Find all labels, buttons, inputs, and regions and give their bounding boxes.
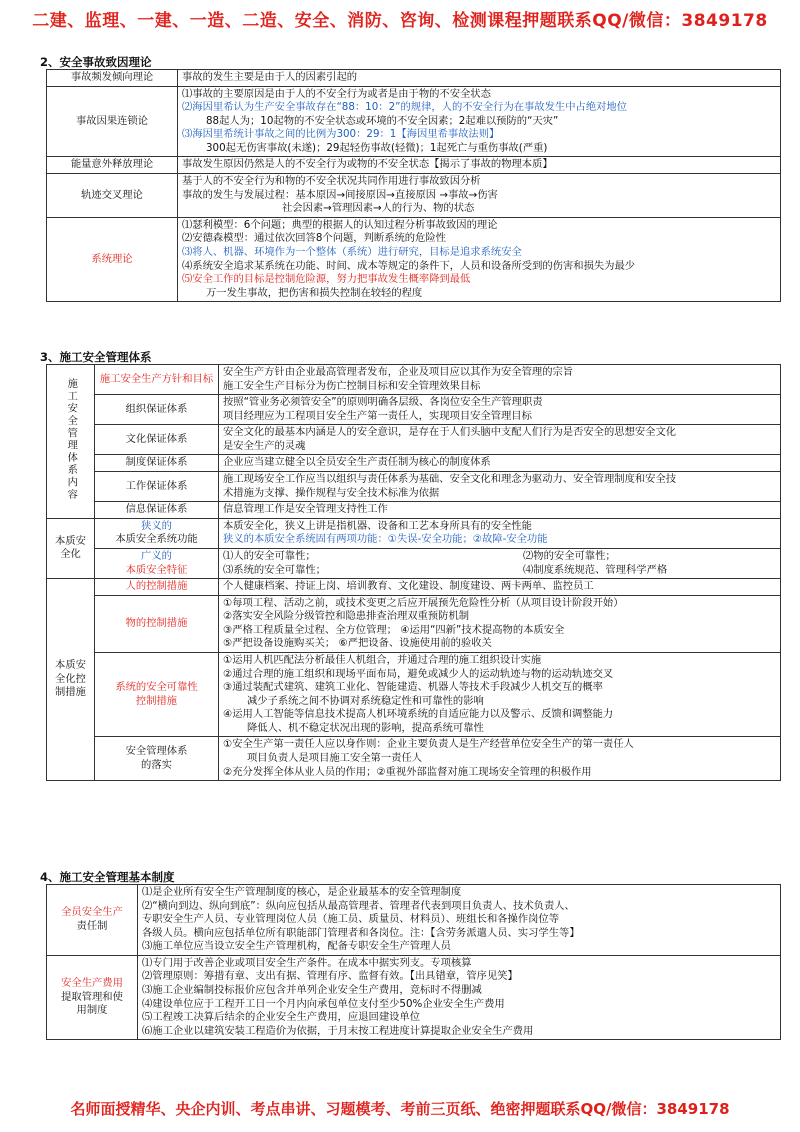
line: ⑶海因里希统计事故之间的比例为300：29：1【海因里希事故法则】 (182, 128, 500, 141)
line: 社会因素→管理因素→人的行为、物的状态 (282, 202, 475, 215)
table-row (47, 472, 781, 502)
row-label: 控制措施 (135, 694, 178, 707)
row-label: 施工安全生产方针和目标 (95, 365, 219, 395)
line: ⑤严把设备设施购买关； ⑥严把设备、设施使用前的验收关 (223, 637, 492, 650)
cell: ⑶系统的安全可靠性； (223, 563, 326, 576)
row-label: 本质安全系统功能 (115, 533, 198, 546)
row-label: 安全管理体系 (125, 745, 188, 758)
table-row (47, 174, 781, 218)
row-label: 狭义的 (141, 519, 172, 532)
table-row (47, 395, 781, 425)
table-row (47, 157, 781, 174)
row-label: 信息保证体系 (95, 502, 219, 519)
line: 狭义的本质安全系统固有两项功能：①失误-安全功能；②故障-安全功能 (223, 533, 548, 546)
line: 按照“管业务必须管安全”的原则明确各层级、各岗位安全生产管理职责 (223, 396, 543, 409)
line: 减少子系统之间不协调对系统稳定性和可靠性的影响 (247, 694, 484, 707)
row-label: 本质安全特征 (125, 563, 188, 576)
row-label: 用制度 (76, 1004, 108, 1017)
line: 各级人员。横向应包括单位所有职能部门管理者和各岗位。注：【含劳务派遣人员、实习学生等】 (142, 926, 580, 939)
line: 88起人为；10起物的不安全状态或环境的不安全因素；2起难以预防的“天灾” (206, 114, 559, 127)
line: ⑴专门用于改善企业或项目安全生产条件。在成本中据实列支。专项核算 (142, 956, 472, 969)
row-label: 事故频发倾向理论 (47, 70, 178, 87)
line: 施工安全生产目标分为伤亡控制目标和安全管理效果目标 (223, 379, 481, 392)
row-label: 责任制 (76, 919, 108, 932)
row-label: 提取管理和使 (61, 990, 123, 1003)
row-label: 组织保证体系 (95, 395, 219, 425)
row-label: 文化保证体系 (95, 425, 219, 455)
line: ⑴瑟利模型：6个问题；典型的根据人的认知过程分析事故致因的理论 (182, 218, 498, 231)
table-row (47, 455, 781, 472)
line: 安全文化的最基本内涵是人的安全意识，是存在于人们头脑中支配人们行为是否安全的思想安全文化 (223, 426, 677, 439)
line: 项目负责人是项目施工安全第一责任人 (247, 752, 423, 765)
section-2-title: 2、安全事故致因理论 (40, 55, 152, 69)
line: 本质安全化，狭义上讲是指机器、设备和工艺本身所具有的安全性能 (223, 519, 532, 532)
line: ⑴是企业所有安全生产管理制度的核心，是企业最基本的安全管理制度 (142, 886, 462, 898)
row-text: 信息管理工作是安全管理支持性工作 (219, 502, 781, 519)
row-text: 事故的发生主要是由于人的因素引起的 (178, 70, 781, 87)
row-label: 物的控制措施 (95, 595, 219, 652)
line: ①安全生产第一责任人应以身作则：企业主要负责人是生产经营单位安全生产的第一责任人 (223, 738, 634, 751)
line: ⑶施工单位应当设立安全生产管理机构，配备专职安全生产管理人员 (142, 940, 451, 953)
table-row (47, 365, 781, 395)
line: ①每项工程、活动之前，或技术变更之后应开展预先危险性分析（从项目设计阶段开始） (223, 596, 624, 609)
line: ⑸安全工作的目标是控制危险源，努力把事故发生概率降到最低 (182, 273, 471, 286)
row-label: 的落实 (141, 758, 172, 771)
group-label: 本质安全化控制措施 (47, 579, 95, 781)
line: 降低人、机不稳定状况出现的影响，提高系统可靠性 (247, 721, 484, 734)
row-label: 能量意外释放理论 (47, 157, 178, 174)
line: ⑶将人、机器、环境作为一个整体（系统）进行研究，目标是追求系统安全 (182, 245, 522, 258)
section-4-title: 4、施工安全管理基本制度 (40, 870, 175, 884)
row-label: 系统理论 (47, 217, 178, 301)
line: 基于人的不安全行为和物的不安全状况共同作用进行事故致因分析 (182, 175, 481, 188)
line: ②落实安全风险分级管控和隐患排查治理双重预防机制 (223, 610, 470, 623)
line: ④运用人工智能等信息技术提高人机环境系统的自适应能力以及警示、反馈和调整能力 (223, 708, 614, 721)
table-row (47, 955, 781, 1039)
line: ⑷建设单位应于工程开工日一个月内向承包单位支付至少50%企业安全生产费用 (142, 997, 505, 1010)
table-row (47, 885, 781, 956)
table-row (47, 502, 781, 519)
line: 万一发生事故，把伤害和损失控制在较轻的程度 (206, 286, 423, 299)
line: ⑸工程竣工决算后结余的企业安全生产费用，应退回建设单位 (142, 1011, 421, 1024)
table-row (47, 595, 781, 652)
cell: ⑵物的安全可靠性； (523, 549, 616, 562)
line: 专职安全生产人员、专业管理岗位人员（施工员、质量员、材料员）、班组长和各操作岗位等 (142, 913, 560, 926)
line: 术措施为支撑、操作规程与安全技术标准为依据 (223, 486, 440, 499)
table-row (47, 425, 781, 455)
table-row (47, 579, 781, 596)
line: 是安全生产的灵魂 (223, 439, 306, 452)
line: ⑷系统安全追求某系统在功能、时间、成本等规定的条件下，人员和设备所受到的伤害和损失为最少 (182, 259, 636, 272)
line: 施工现场安全工作应当以组织与责任体系为基础、安全文化和理念为驱动力、安全管理制度和安全技 (223, 473, 677, 486)
row-label: 广义的 (141, 549, 172, 562)
row-text: 企业应当建立健全以全员安全生产责任制为核心的制度体系 (219, 455, 781, 472)
row-text: 个人健康档案、持证上岗、培训教育、文化建设、制度建设、两卡两单、监控员工 (219, 579, 781, 596)
line: ⑵管理原则：筹措有章、支出有据、管理有序、监督有效。【出具错章，管序见笑】 (142, 970, 518, 983)
line: 事故的发生与发展过程：基本原因→间接原因→直接原因 →事故→伤害 (182, 188, 498, 201)
row-text: 事故发生原因仍然是人的不安全行为或物的不安全状态【揭示了事故的物理本质】 (178, 157, 781, 174)
line: ①运用人机匹配法分析最佳人机组合，并通过合理的施工组织设计实施 (223, 653, 542, 666)
table-row (47, 86, 781, 157)
top-banner: 二建、监理、一建、一造、二造、安全、消防、咨询、检测课程押题联系QQ/微信：3849178 (32, 11, 768, 31)
line: ②通过合理的施工组织和现场平面布局，避免或减少人的运动轨迹与物的运动轨迹交叉 (223, 667, 614, 680)
line: ⑶施工企业编制投标报价应包含并单列企业安全生产费用，竞标时不得删减 (142, 984, 482, 997)
group-label: 本质安全化 (47, 518, 95, 578)
bottom-banner: 名师面授精华、央企内训、考点串讲、习题模考、考前三页纸、绝密押题联系QQ/微信：3849178 (70, 1100, 730, 1118)
section-3-title: 3、施工安全管理体系 (40, 350, 152, 364)
line: 安全生产方针由企业最高管理者发布，企业及项目应以其作为安全管理的宗旨 (223, 366, 574, 378)
table-row (47, 70, 781, 87)
line: ③严格工程质量全过程、全方位管理； ④运用“四新”技术提高物的本质安全 (223, 623, 565, 636)
table-row (47, 217, 781, 301)
row-label: 工作保证体系 (95, 472, 219, 502)
row-label: 系统的安全可靠性 (115, 681, 198, 694)
cell: ⑷制度系统规范、管理科学严格 (523, 563, 668, 576)
table-row (47, 548, 781, 578)
row-label: 安全生产费用 (61, 977, 123, 990)
accident-theory-table (46, 69, 781, 302)
basic-system-table (46, 884, 781, 1040)
line: ③通过装配式建筑、建筑工业化、智能建造、机器人等技术手段减少人机交互的概率 (223, 681, 603, 694)
safety-system-table (46, 364, 781, 781)
line: ⑵海因里希认为生产安全事故存在“88：10：2”的规律，人的不安全行为在事故发生中占绝对地位 (182, 101, 628, 114)
table-row (47, 518, 781, 548)
line: ⑵“横向到边、纵向到底”：纵向应包括从最高管理者、管理者代表到项目负责人、技术负责人、 (142, 899, 575, 912)
group-label: 施工安全管理体系内容 (47, 365, 95, 519)
line: ⑵安德森模型：通过依次回答8个问题，判断系统的危险性 (182, 232, 446, 245)
table-row (47, 737, 781, 781)
cell: ⑴人的安全可靠性； (223, 549, 316, 562)
line: ⑹施工企业以建筑安装工程造价为依据，于月末按工程进度计算提取企业安全生产费用 (142, 1024, 534, 1037)
line: 项目经理应为工程项目安全生产第一责任人，实现项目安全管理目标 (223, 409, 532, 422)
table-row (47, 652, 781, 736)
line: 300起无伤害事故(未遂)；29起轻伤事故(轻微)；1起死亡与重伤事故(严重) (206, 141, 548, 154)
row-label: 轨迹交叉理论 (47, 174, 178, 218)
row-label: 全员安全生产 (61, 906, 123, 919)
line: ⑴事故的主要原因是由于人的不安全行为或者是由于物的不安全状态 (182, 87, 491, 100)
line: ②充分发挥全体从业人员的作用；②重视外部监督对施工现场安全管理的积极作用 (223, 765, 592, 778)
row-label: 人的控制措施 (95, 579, 219, 596)
row-label: 事故因果连锁论 (47, 86, 178, 157)
row-label: 制度保证体系 (95, 455, 219, 472)
